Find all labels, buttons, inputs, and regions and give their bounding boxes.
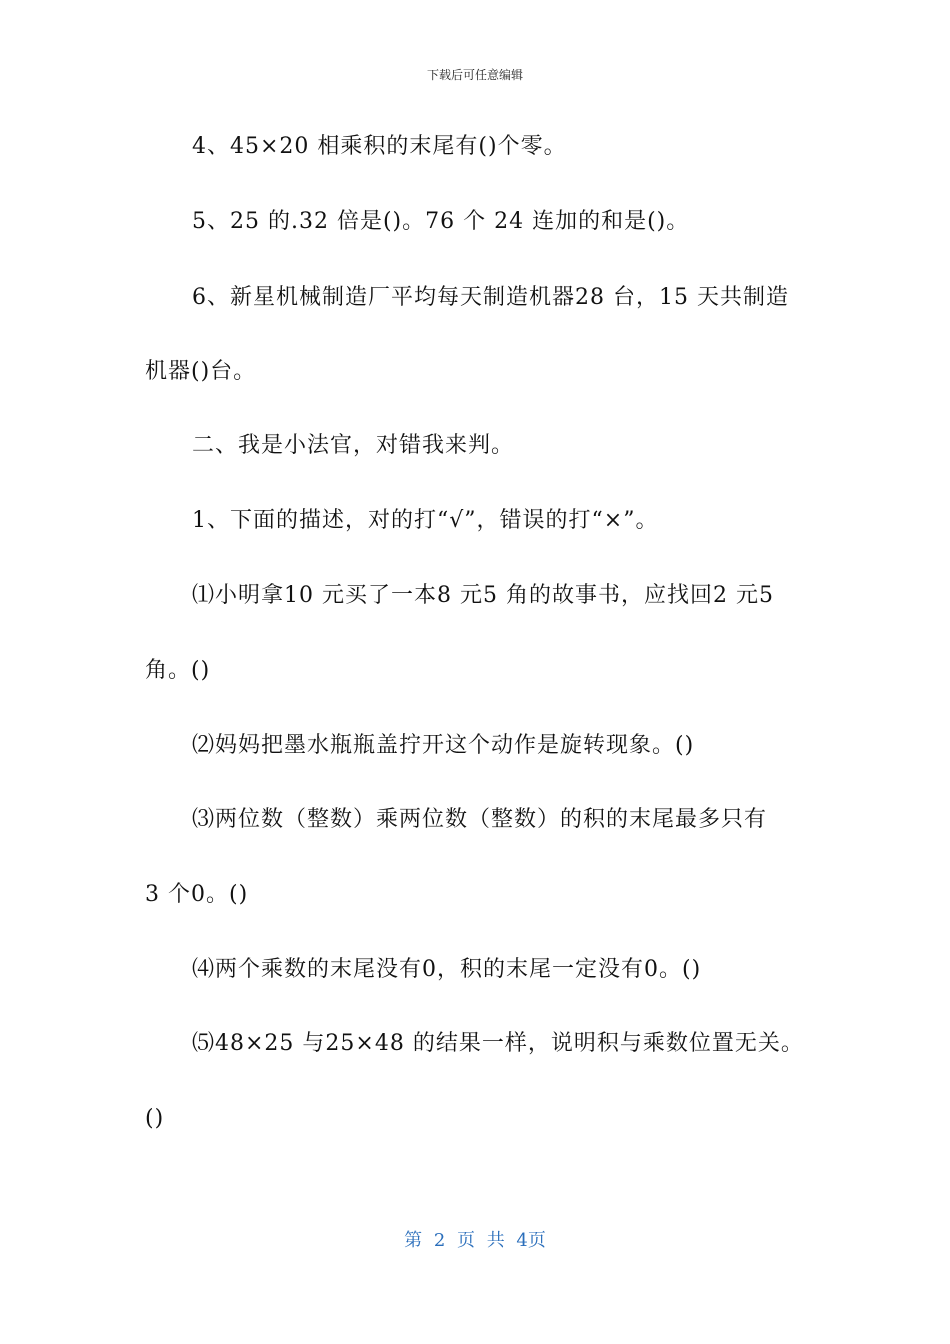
page-header: 下载后可任意编辑 <box>426 68 523 82</box>
judge-2: ⑵妈妈把墨水瓶瓶盖拧开这个动作是旋转现象。() <box>192 733 695 758</box>
page-footer: 第 2 页 共 4页 <box>404 1230 546 1251</box>
judge-4: ⑷两个乘数的末尾没有0，积的末尾一定没有0。() <box>192 957 702 982</box>
judge-3-line-2: 3 个0。() <box>145 882 249 907</box>
question-6-line-2: 机器()台。 <box>145 359 257 384</box>
judge-1-line-2: 角。() <box>145 658 211 683</box>
question-6-line-1: 6、新星机械制造厂平均每天制造机器28 台，15 天共制造 <box>192 285 789 310</box>
section-2-heading: 二、我是小法官，对错我来判。 <box>192 433 515 458</box>
judge-5-line-1: ⑸48×25 与25×48 的结果一样，说明积与乘数位置无关。 <box>192 1031 804 1056</box>
question-4: 4、45×20 相乘积的末尾有()个零。 <box>192 134 567 159</box>
judge-3-line-1: ⑶两位数（整数）乘两位数（整数）的积的末尾最多只有 <box>192 807 768 832</box>
question-5: 5、25 的.32 倍是()。76 个 24 连加的和是()。 <box>192 209 690 234</box>
judge-1-line-1: ⑴小明拿10 元买了一本8 元5 角的故事书，应找回2 元5 <box>192 583 774 608</box>
section-2-instruction: 1、下面的描述，对的打“√”，错误的打“×”。 <box>192 508 659 533</box>
judge-5-line-2: () <box>145 1106 165 1131</box>
